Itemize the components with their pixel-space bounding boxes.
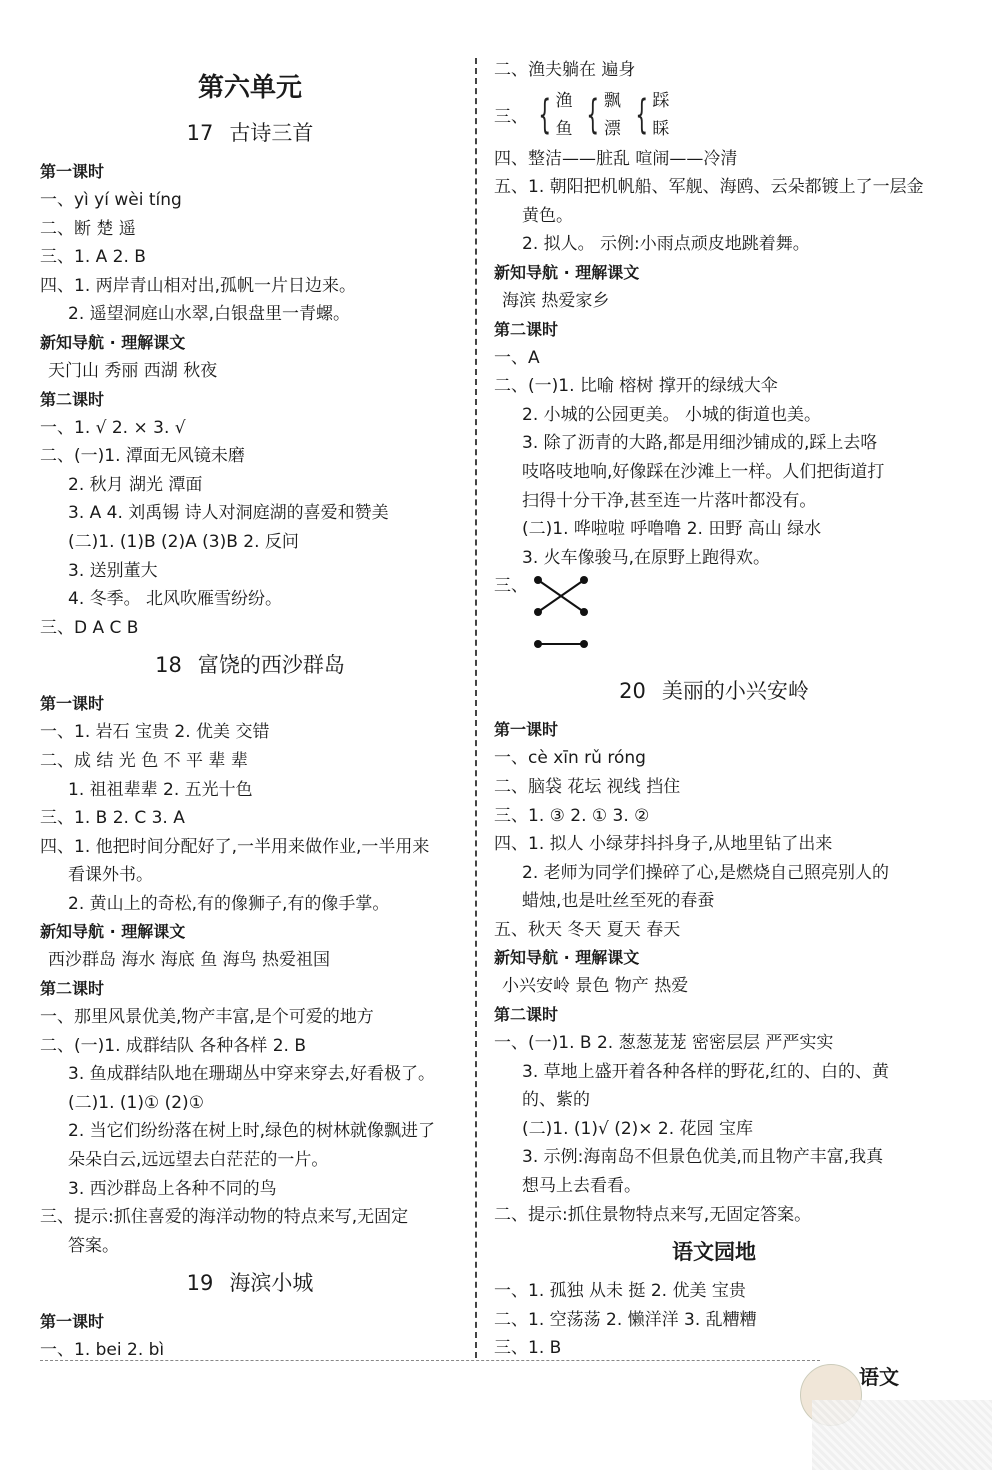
answer-line: 2. 当它们纷纷落在树上时,绿色的树林就像飘进了 — [68, 1121, 436, 1142]
answer-line: 三、1. B — [494, 1338, 562, 1359]
section-heading: 新知导航 · 理解课文 — [40, 922, 186, 942]
answer-line: 二、(一)1. 比喻 榕树 撑开的绿绒大伞 — [494, 376, 778, 397]
answer-line: 一、1. √ 2. × 3. √ — [40, 417, 186, 438]
column-divider — [475, 58, 477, 1358]
answer-line: (二)1. (1)√ (2)× 2. 花园 宝库 — [522, 1118, 753, 1139]
answer-line: 3. 除了沥青的大路,都是用细沙铺成的,踩上去咯 — [522, 433, 878, 454]
answer-line: (二)1. (1)① (2)① — [68, 1092, 204, 1113]
answer-line: 四、1. 他把时间分配好了,一半用来做作业,一半用来 — [40, 836, 430, 857]
answer-line: 一、A — [494, 347, 540, 368]
answer-line: 三、1. A 2. B — [40, 247, 146, 268]
section-heading: 第二课时 — [494, 319, 559, 339]
answer-line: 四、整洁——脏乱 喧闹——冷清 — [494, 148, 738, 169]
subject-label: 语文 — [859, 1365, 899, 1389]
answer-line: 三、1. ③ 2. ① 3. ② — [494, 805, 650, 826]
lesson-18-title: 18 富饶的西沙群岛 — [155, 653, 345, 678]
section-heading: 新知导航 · 理解课文 — [40, 332, 186, 352]
garden-title: 语文园地 — [672, 1240, 756, 1265]
answer-line: (二)1. (1)B (2)A (3)B 2. 反问 — [68, 531, 299, 552]
answer-line: 4. 冬季。 北风吹雁雪纷纷。 — [68, 589, 283, 610]
answer-line: 看课外书。 — [68, 865, 153, 886]
section-heading: 第二课时 — [40, 979, 105, 999]
answer-line: 西沙群岛 海水 海底 鱼 海鸟 热爱祖国 — [48, 950, 331, 971]
brace-icon: { — [635, 91, 648, 138]
answer-line: 小兴安岭 景色 物产 热爱 — [502, 976, 689, 997]
lesson-17-title: 17 古诗三首 — [186, 121, 314, 145]
answer-line: 五、1. 朝阳把机帆船、军舰、海鸥、云朵都镀上了一层金 — [494, 177, 924, 198]
matching-answer: 三、 — [494, 572, 934, 658]
answer-line: 四、1. 两岸青山相对出,孤帆一片日边来。 — [40, 275, 357, 296]
answer-line: 四、1. 拟人 小绿芽抖抖身子,从地里钻了出来 — [494, 834, 833, 855]
answer-line: 二、渔夫躺在 遍身 — [494, 60, 636, 80]
answer-line: 3. 示例:海南岛不但景色优美,而且物产丰富,我真 — [522, 1147, 884, 1168]
section-heading: 新知导航 · 理解课文 — [494, 948, 640, 968]
answer-line: 二、脑袋 花坛 视线 挡住 — [494, 776, 681, 797]
answer-line: 2. 遥望洞庭山水翠,白银盘里一青螺。 — [68, 304, 351, 325]
answer-line: 3. A 4. 刘禹锡 诗人对洞庭湖的喜爱和赞美 — [68, 503, 389, 524]
answer-line: 2. 秋月 湖光 潭面 — [68, 474, 203, 495]
section-heading: 新知导航 · 理解课文 — [494, 262, 640, 282]
answer-line: 1. 祖祖辈辈 2. 五光十色 — [68, 779, 253, 800]
answer-line: 的、紫的 — [522, 1090, 590, 1111]
answer-line: 答案。 — [68, 1235, 119, 1256]
answer-line: (二)1. 哗啦啦 呼噜噜 2. 田野 高山 绿水 — [522, 519, 822, 540]
left-column — [40, 50, 460, 1365]
answer-line: 2. 小城的公园更美。 小城的街道也美。 — [522, 404, 822, 425]
matching-lines-diagram — [528, 572, 598, 652]
answer-line: 一、cè xīn rǔ róng — [494, 748, 646, 769]
watermark-logo — [812, 1400, 992, 1470]
answer-line: 三、1. B 2. C 3. A — [40, 808, 185, 829]
answer-line: 三、提示:抓住喜爱的海洋动物的特点来写,无固定 — [40, 1207, 409, 1228]
lesson-20-title: 20 美丽的小兴安岭 — [619, 679, 809, 704]
answer-line: 扫得十分干净,甚至连一片落叶都没有。 — [522, 490, 817, 511]
answer-line: 一、yì yí wèi tíng — [40, 190, 182, 210]
right-column — [494, 56, 934, 1363]
answer-line: 二、提示:抓住景物特点来写,无固定答案。 — [494, 1204, 812, 1225]
footer-divider — [40, 1360, 820, 1361]
answer-line: 3. 火车像骏马,在原野上跑得欢。 — [522, 547, 771, 568]
answer-line: 一、那里风景优美,物产丰富,是个可爱的地方 — [40, 1007, 374, 1028]
answer-line: 想马上去看看。 — [522, 1176, 641, 1197]
answer-line: 天门山 秀丽 西湖 秋夜 — [48, 360, 218, 381]
lesson-19-title: 19 海滨小城 — [186, 1271, 314, 1296]
answer-line: 3. 草地上盛开着各种各样的野花,红的、白的、黄 — [522, 1061, 890, 1082]
answer-line: 一、1. 岩石 宝贵 2. 优美 交错 — [40, 722, 270, 743]
answer-line: 三、D A C B — [40, 617, 139, 638]
answer-line: 一、1. 孤独 从未 挺 2. 优美 宝贵 — [494, 1281, 746, 1302]
answer-line: 一、1. bei 2. bì — [40, 1340, 165, 1361]
answer-line: 海滨 热爱家乡 — [502, 290, 610, 311]
answer-line: 二、1. 空荡荡 2. 懒洋洋 3. 乱糟糟 — [494, 1309, 757, 1330]
answer-line: 一、(一)1. B 2. 葱葱茏茏 密密层层 严严实实 — [494, 1033, 834, 1054]
answer-line: 黄色。 — [522, 205, 573, 226]
answer-line: 3. 西沙群岛上各种不同的鸟 — [68, 1178, 277, 1199]
answer-line: 2. 拟人。 示例:小雨点顽皮地跳着舞。 — [522, 234, 810, 255]
answer-line: 2. 黄山上的奇松,有的像狮子,有的像手掌。 — [68, 893, 390, 914]
answer-line: 朵朵白云,远远望去白茫茫的一片。 — [68, 1150, 329, 1171]
answer-line: 二、(一)1. 潭面无风镜未磨 — [40, 446, 245, 467]
bracket-grouping: 三、 { 渔 鱼 { 飘 漂 { 踩 睬 — [494, 90, 670, 139]
section-heading: 第一课时 — [40, 1312, 105, 1332]
answer-line: 吱咯吱地响,好像踩在沙滩上一样。人们把街道打 — [522, 461, 885, 482]
section-heading: 第一课时 — [494, 720, 559, 740]
answer-line: 二、(一)1. 成群结队 各种各样 2. B — [40, 1035, 306, 1056]
section-heading: 第二课时 — [494, 1005, 559, 1025]
unit-title: 第六单元 — [197, 73, 302, 103]
answer-line: 2. 老师为同学们操碎了心,是燃烧自己照亮别人的 — [522, 862, 890, 883]
section-heading: 第二课时 — [40, 389, 105, 409]
brace-icon: { — [538, 91, 552, 138]
answer-line: 二、断 楚 遥 — [40, 218, 136, 239]
answer-line: 五、秋天 冬天 夏天 春天 — [494, 919, 681, 940]
answer-line: 3. 送别董大 — [68, 560, 158, 581]
answer-line: 二、成 结 光 色 不 平 辈 辈 — [40, 750, 248, 771]
brace-icon: { — [586, 91, 600, 138]
section-heading: 第一课时 — [40, 694, 105, 714]
answer-line: 蜡烛,也是吐丝至死的春蚕 — [522, 891, 715, 912]
section-heading: 第一课时 — [40, 162, 105, 181]
answer-line: 3. 鱼成群结队地在珊瑚丛中穿来穿去,好看极了。 — [68, 1064, 436, 1085]
